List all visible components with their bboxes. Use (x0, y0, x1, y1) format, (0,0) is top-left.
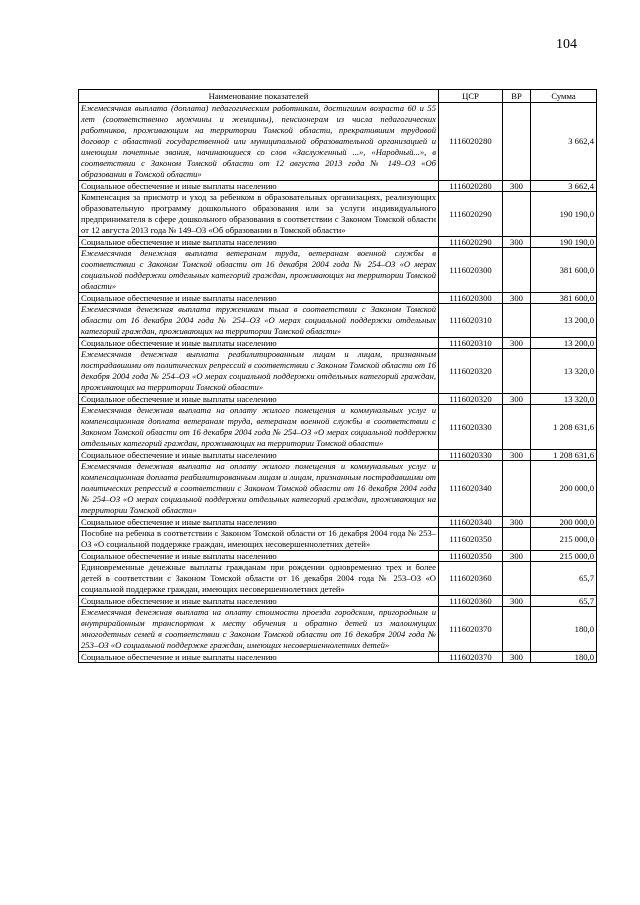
cell-name: Социальное обеспечение и иные выплаты населению (79, 551, 439, 562)
cell-vr (503, 192, 531, 237)
cell-vr: 300 (503, 596, 531, 607)
cell-csr: 1116020340 (439, 461, 503, 517)
table-row (79, 304, 597, 338)
table-row (79, 349, 597, 394)
cell-vr: 300 (503, 181, 531, 192)
cell-name: Социальное обеспечение и иные выплаты населению (79, 652, 439, 663)
cell-sum: 190 190,0 (531, 192, 597, 237)
cell-csr: 1116020330 (439, 450, 503, 461)
table-row (79, 103, 597, 181)
cell-sum: 200 000,0 (531, 517, 597, 528)
table-body (79, 103, 597, 663)
table-row (79, 562, 597, 596)
table-row-subtotal (79, 652, 597, 663)
cell-vr (503, 607, 531, 652)
cell-vr (503, 304, 531, 338)
cell-vr (503, 461, 531, 517)
cell-name: Компенсация за присмотр и уход за ребенком в образовательных организациях, реализующих образовательную программу дошкольного образования или за услуги индивидуального предпринимателя в сфере дошкольного образования в соответствии с Законом Томской области от 12 августа 2013 года № 149–ОЗ «Об образовании в Томской области» (79, 192, 439, 237)
cell-sum: 180,0 (531, 652, 597, 663)
cell-sum: 190 190,0 (531, 237, 597, 248)
cell-vr (503, 528, 531, 551)
table-row (79, 461, 597, 517)
cell-csr: 1116020360 (439, 596, 503, 607)
cell-vr: 300 (503, 394, 531, 405)
cell-sum: 215 000,0 (531, 551, 597, 562)
cell-name: Социальное обеспечение и иные выплаты населению (79, 596, 439, 607)
cell-sum: 65,7 (531, 562, 597, 596)
table-row-subtotal (79, 517, 597, 528)
cell-sum: 13 320,0 (531, 394, 597, 405)
cell-csr: 1116020290 (439, 192, 503, 237)
cell-name: Ежемесячная денежная выплата труженикам тыла в соответствии с Законом Томской области от 16 декабря 2004 года № 254–ОЗ «О мерах социальной поддержки отдельных категорий граждан, проживающих на территории Томской области» (79, 304, 439, 338)
cell-name: Ежемесячная выплата (доплата) педагогическим работникам, достигшим возраста 60 и 55 лет (соответственно мужчины и женщины), пенсионерам из числа педагогических работников, проживающим на территории Томской области, прекратившим трудовой договор с областной государственной или муниципальной образовательной организацией и имеющим почетные звания, начинающиеся со слов «Заслуженный ...», «Народный...», в соответствии с Законом Томской области от 12 августа 2013 года № 149–ОЗ «Об образовании в Томской области» (79, 103, 439, 181)
cell-name: Единовременные денежные выплаты гражданам при рождении одновременно трех и более детей в соответствии с Законом Томской области от 16 декабря 2004 года № 253–ОЗ «О социальной поддержке граждан, имеющих несовершеннолетних детей» (79, 562, 439, 596)
cell-name: Ежемесячная денежная выплата на оплату стоимости проезда городским, пригородным и внутрирайонным транспортом к месту обучения и обратно детей из малоимущих многодетных семей в соответствии с Законом Томской области от 16 декабря 2004 года № 253–ОЗ «О социальной поддержке граждан, имеющих несовершеннолетних детей» (79, 607, 439, 652)
cell-vr (503, 349, 531, 394)
cell-sum: 3 662,4 (531, 181, 597, 192)
cell-name: Ежемесячная денежная выплата реабилитированным лицам и лицам, признанным пострадавшими от политических репрессий в соответствии с Законом Томской области от 16 декабря 2004 года № 254–ОЗ «О мерах социальной поддержки отдельных категорий граждан, проживающих на территории Томской области» (79, 349, 439, 394)
cell-csr: 1116020310 (439, 338, 503, 349)
cell-sum: 215 000,0 (531, 528, 597, 551)
page-number: 104 (556, 37, 577, 52)
table-row-subtotal (79, 293, 597, 304)
cell-sum: 3 662,4 (531, 103, 597, 181)
table-row (79, 192, 597, 237)
cell-csr: 1116020330 (439, 405, 503, 450)
header-name: Наименование показателей (79, 90, 439, 103)
table-row (79, 528, 597, 551)
header-vr: ВР (503, 90, 531, 103)
header-sum: Сумма (531, 90, 597, 103)
cell-vr: 300 (503, 338, 531, 349)
cell-sum: 381 600,0 (531, 248, 597, 293)
cell-sum: 381 600,0 (531, 293, 597, 304)
header-csr: ЦСР (439, 90, 503, 103)
cell-sum: 65,7 (531, 596, 597, 607)
cell-csr: 1116020320 (439, 394, 503, 405)
cell-name: Ежемесячная денежная выплата ветеранам труда, ветеранам военной службы в соответствии с Законом Томской области от 16 декабря 2004 года № 254–ОЗ «О мерах социальной поддержки отдельных категорий граждан, проживающих на территории Томской области» (79, 248, 439, 293)
table-row-subtotal (79, 237, 597, 248)
cell-csr: 1116020290 (439, 237, 503, 248)
cell-vr: 300 (503, 551, 531, 562)
cell-name: Ежемесячная денежная выплата на оплату жилого помещения и коммунальных услуг и компенсационная доплата ветеранам труда, ветеранам военной службы в соответствии с Законом Томской области от 16 декабря 2004 года № 254–ОЗ «О мерах социальной поддержки отдельных категорий граждан, проживающих на территории Томской области» (79, 405, 439, 450)
cell-name: Ежемесячная денежная выплата на оплату жилого помещения и коммунальных услуг и компенсационная доплата реабилитированным лицам и лицам, признанным пострадавшими от политических репрессий в соответствии с Законом Томской области от 16 декабря 2004 года № 254–ОЗ «О мерах социальной поддержки отдельных категорий граждан, проживающих на территории Томской области» (79, 461, 439, 517)
cell-csr: 1116020310 (439, 304, 503, 338)
cell-sum: 13 200,0 (531, 304, 597, 338)
cell-sum: 1 208 631,6 (531, 450, 597, 461)
cell-csr: 1116020360 (439, 562, 503, 596)
cell-vr: 300 (503, 450, 531, 461)
cell-csr: 1116020320 (439, 349, 503, 394)
table-row-subtotal (79, 181, 597, 192)
table-row (79, 248, 597, 293)
cell-vr (503, 103, 531, 181)
cell-vr: 300 (503, 517, 531, 528)
cell-csr: 1116020340 (439, 517, 503, 528)
table-row-subtotal (79, 394, 597, 405)
cell-name: Социальное обеспечение и иные выплаты населению (79, 450, 439, 461)
cell-vr: 300 (503, 652, 531, 663)
cell-sum: 13 320,0 (531, 349, 597, 394)
cell-name: Пособие на ребенка в соответствии с Законом Томской области от 16 декабря 2004 года № 253–ОЗ «О социальной поддержке граждан, имеющих несовершеннолетних детей» (79, 528, 439, 551)
cell-sum: 13 200,0 (531, 338, 597, 349)
cell-sum: 180,0 (531, 607, 597, 652)
table-row-subtotal (79, 551, 597, 562)
cell-vr: 300 (503, 237, 531, 248)
table-row-subtotal (79, 338, 597, 349)
cell-csr: 1116020300 (439, 293, 503, 304)
cell-name: Социальное обеспечение и иные выплаты населению (79, 293, 439, 304)
cell-csr: 1116020370 (439, 607, 503, 652)
cell-vr: 300 (503, 293, 531, 304)
cell-vr (503, 562, 531, 596)
budget-table (78, 89, 597, 663)
cell-name: Социальное обеспечение и иные выплаты населению (79, 237, 439, 248)
cell-csr: 1116020280 (439, 181, 503, 192)
cell-vr (503, 405, 531, 450)
cell-csr: 1116020350 (439, 551, 503, 562)
cell-sum: 200 000,0 (531, 461, 597, 517)
table-header-row (79, 90, 597, 103)
cell-vr (503, 248, 531, 293)
cell-csr: 1116020280 (439, 103, 503, 181)
cell-csr: 1116020350 (439, 528, 503, 551)
cell-csr: 1116020370 (439, 652, 503, 663)
cell-sum: 1 208 631,6 (531, 405, 597, 450)
cell-name: Социальное обеспечение и иные выплаты населению (79, 338, 439, 349)
table-row-subtotal (79, 596, 597, 607)
table-row (79, 405, 597, 450)
cell-name: Социальное обеспечение и иные выплаты населению (79, 517, 439, 528)
cell-csr: 1116020300 (439, 248, 503, 293)
cell-name: Социальное обеспечение и иные выплаты населению (79, 394, 439, 405)
table-row (79, 607, 597, 652)
cell-name: Социальное обеспечение и иные выплаты населению (79, 181, 439, 192)
table-row-subtotal (79, 450, 597, 461)
